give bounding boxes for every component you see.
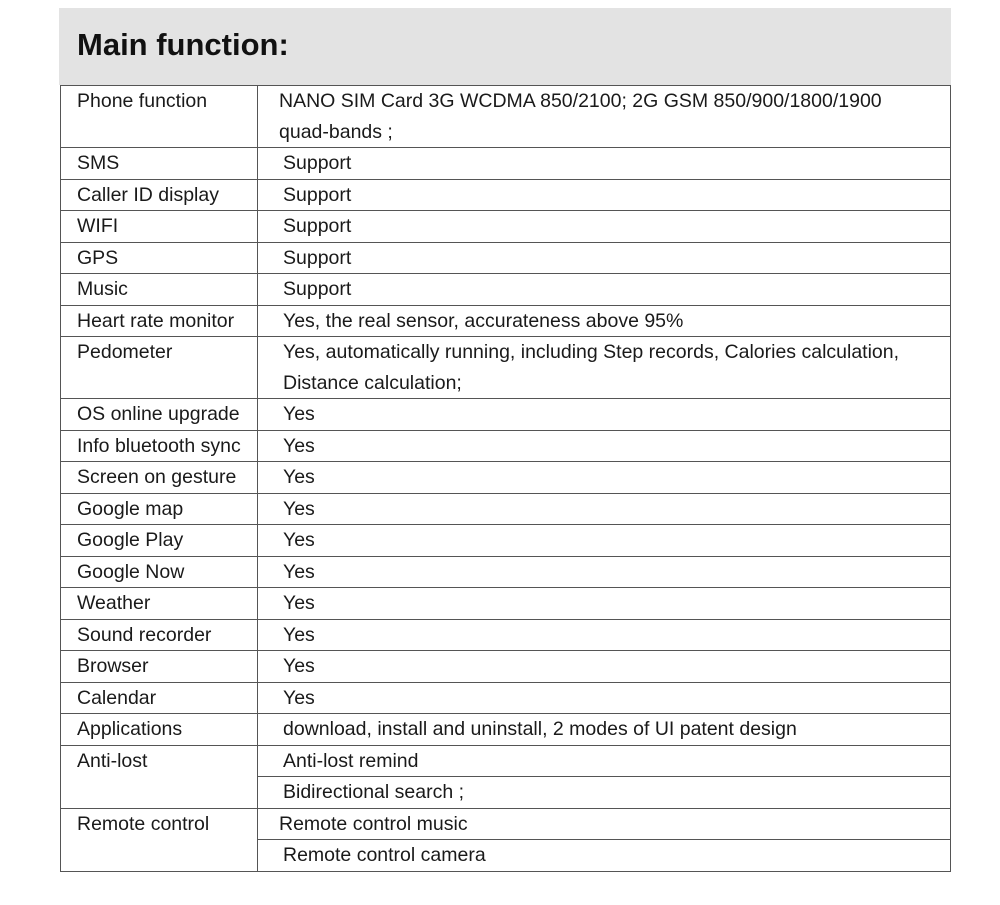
row-label: Heart rate monitor bbox=[61, 305, 258, 337]
table-row bbox=[61, 651, 951, 683]
table-row bbox=[61, 556, 951, 588]
table-row bbox=[61, 305, 951, 337]
row-label: Applications bbox=[61, 714, 258, 746]
row-label: Browser bbox=[61, 651, 258, 683]
table-row bbox=[61, 525, 951, 557]
row-value: Bidirectional search ; bbox=[258, 777, 951, 809]
table-row bbox=[61, 745, 951, 777]
row-value: Yes bbox=[258, 430, 951, 462]
row-label: GPS bbox=[61, 242, 258, 274]
table-row bbox=[61, 179, 951, 211]
row-label: Google Play bbox=[61, 525, 258, 557]
row-value: Support bbox=[258, 179, 951, 211]
section-title: Main function: bbox=[77, 27, 289, 62]
row-value: Yes bbox=[258, 399, 951, 431]
row-label: Anti-lost bbox=[61, 745, 258, 808]
row-value: download, install and uninstall, 2 modes of UI patent design bbox=[258, 714, 951, 746]
section-header bbox=[59, 8, 951, 85]
row-value: NANO SIM Card 3G WCDMA 850/2100; 2G GSM 850/900/1800/1900 quad-bands ; bbox=[258, 86, 951, 148]
row-value: Support bbox=[258, 274, 951, 306]
table-row bbox=[61, 399, 951, 431]
table-row bbox=[61, 619, 951, 651]
table-row bbox=[61, 462, 951, 494]
row-label: Google Now bbox=[61, 556, 258, 588]
table-row bbox=[61, 588, 951, 620]
row-value: Anti-lost remind bbox=[258, 745, 951, 777]
function-table bbox=[60, 85, 951, 872]
table-row bbox=[61, 211, 951, 243]
row-label: Remote control bbox=[61, 808, 258, 871]
row-label: Google map bbox=[61, 493, 258, 525]
row-label: Calendar bbox=[61, 682, 258, 714]
table-row bbox=[61, 86, 951, 148]
row-value: Remote control camera bbox=[258, 840, 951, 872]
table-row bbox=[61, 808, 951, 840]
table-row bbox=[61, 242, 951, 274]
row-label: Sound recorder bbox=[61, 619, 258, 651]
row-label: Weather bbox=[61, 588, 258, 620]
row-value: Yes bbox=[258, 493, 951, 525]
table-row bbox=[61, 337, 951, 399]
row-value: Support bbox=[258, 211, 951, 243]
row-value: Yes bbox=[258, 525, 951, 557]
table-row bbox=[61, 430, 951, 462]
row-value: Yes, the real sensor, accurateness above 95% bbox=[258, 305, 951, 337]
row-label: OS online upgrade bbox=[61, 399, 258, 431]
row-value: Remote control music bbox=[258, 808, 951, 840]
row-value: Yes bbox=[258, 619, 951, 651]
table-row bbox=[61, 274, 951, 306]
row-value: Support bbox=[258, 148, 951, 180]
table-row bbox=[61, 714, 951, 746]
row-value: Yes, automatically running, including Step records, Calories calculation, Distance calculation; bbox=[258, 337, 951, 399]
row-label: Info bluetooth sync bbox=[61, 430, 258, 462]
row-value: Yes bbox=[258, 556, 951, 588]
row-label: SMS bbox=[61, 148, 258, 180]
row-label: WIFI bbox=[61, 211, 258, 243]
row-label: Pedometer bbox=[61, 337, 258, 399]
row-label: Caller ID display bbox=[61, 179, 258, 211]
row-value: Yes bbox=[258, 651, 951, 683]
row-value: Yes bbox=[258, 462, 951, 494]
table-row bbox=[61, 493, 951, 525]
row-label: Phone function bbox=[61, 86, 258, 148]
table-row bbox=[61, 682, 951, 714]
row-value: Yes bbox=[258, 682, 951, 714]
row-label: Screen on gesture bbox=[61, 462, 258, 494]
row-value: Support bbox=[258, 242, 951, 274]
table-row bbox=[61, 148, 951, 180]
row-value: Yes bbox=[258, 588, 951, 620]
row-label: Music bbox=[61, 274, 258, 306]
